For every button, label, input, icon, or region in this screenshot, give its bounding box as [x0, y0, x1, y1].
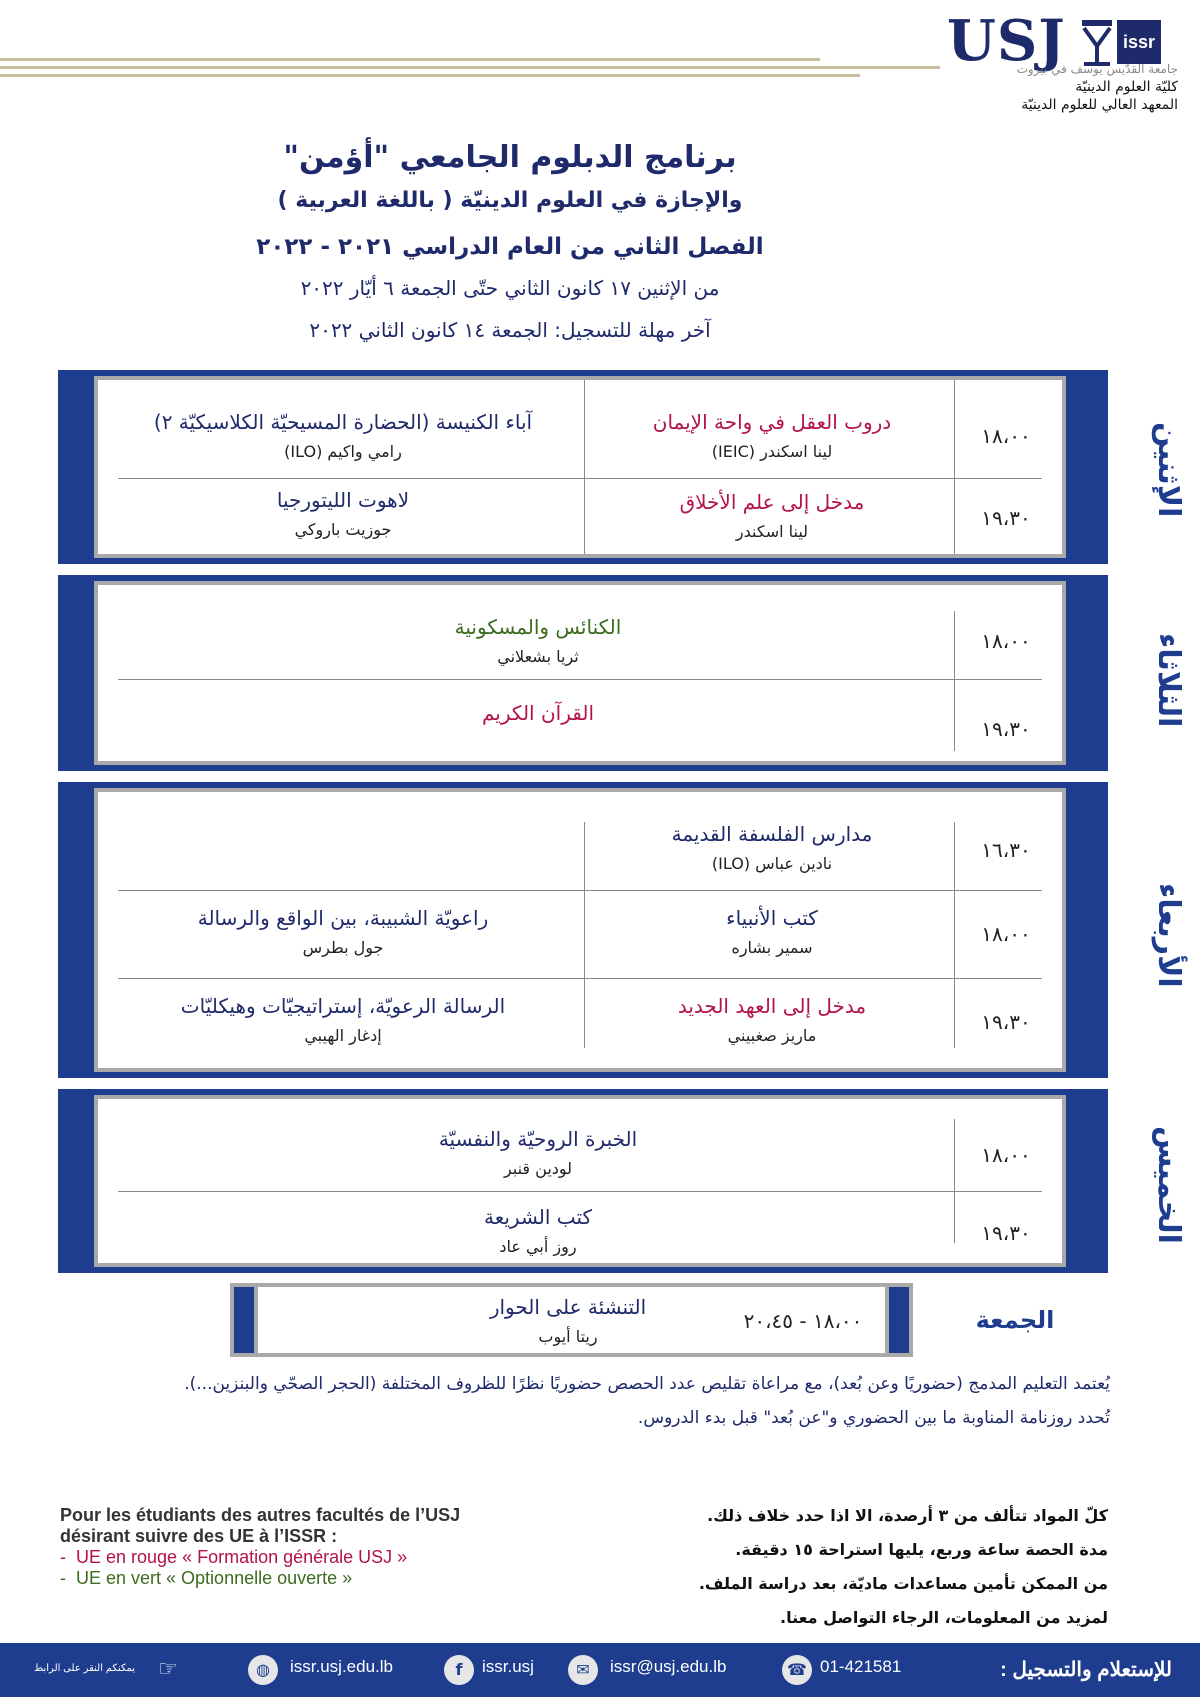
course-cell: مدارس الفلسفة القديمة نادين عباس (ILO) [671, 822, 873, 873]
course-cell: مدخل إلى علم الأخلاق لينا اسكندر [679, 490, 865, 541]
course-cell: كتب الأنبياء سمير بشاره [726, 906, 818, 957]
time-slot: ١٩،٣٠ [981, 717, 1031, 741]
course-cell: لاهوت الليتورجيا جوزيت باروكي [276, 488, 410, 539]
time-slot: ١٩،٣٠ [981, 1221, 1031, 1245]
time-slot: ١٩،٣٠ [981, 506, 1031, 530]
phone-icon: ☎ [782, 1655, 812, 1685]
wednesday-schedule [58, 782, 1108, 1078]
time-slot: ١٨،٠٠ - ٢٠،٤٥ [743, 1309, 863, 1333]
registration-deadline: آخر مهلة للتسجيل: الجمعة ١٤ كانون الثاني ٢٠٢٢ [309, 318, 711, 342]
decorative-line [0, 74, 860, 77]
usj-emblem-icon [1082, 20, 1112, 68]
semester-title: الفصل الثاني من العام الدراسي ٢٠٢١ - ٢٠٢٢ [256, 234, 764, 260]
course-cell: القرآن الكريم [481, 701, 594, 725]
course-cell: راعويّة الشبيبة، بين الواقع والرسالة جول بطرس [197, 906, 489, 957]
day-label-monday: الإثنين [1151, 422, 1186, 518]
time-slot: ١٩،٣٠ [981, 1010, 1031, 1034]
time-slot: ١٨،٠٠ [981, 922, 1031, 946]
info-rule: مدة الحصة ساعة وربع، يليها استراحة ١٥ دقيقة. [735, 1540, 1108, 1559]
legend-red: UE en rouge « Formation générale USJ » [76, 1547, 408, 1567]
course-cell: دروب العقل في واحة الإيمان لينا اسكندر (IEIC) [652, 410, 892, 461]
day-label-friday: الجمعة [975, 1306, 1055, 1334]
institute-name: المعهد العالي للعلوم الدينيّة [1021, 97, 1178, 113]
day-label-wednesday: الأربعاء [1151, 882, 1186, 988]
decorative-line [0, 58, 820, 61]
usj-logo-text: USJ [947, 8, 1066, 74]
rotation-calendar-note: تُحدد روزنامة المناوبة ما بين الحضوري و"عن بُعد" قبل بدء الدروس. [637, 1408, 1110, 1428]
phone-number[interactable]: 01-421581 [820, 1657, 902, 1676]
french-note-line2: désirant suivre des UE à l’ISSR : [60, 1526, 338, 1546]
globe-icon: ◍ [248, 1655, 278, 1685]
decorative-line [0, 66, 940, 69]
info-rule: من الممكن تأمين مساعدات ماديّة، بعد دراسة الملف. [698, 1574, 1108, 1593]
facebook-link[interactable]: issr.usj [482, 1657, 534, 1676]
day-label-tuesday: الثلاثاء [1151, 632, 1186, 728]
faculty-name: كليّة العلوم الدينيّة [1075, 79, 1178, 95]
monday-schedule [58, 370, 1108, 564]
tuesday-schedule [58, 575, 1108, 771]
program-title: برنامج الدبلوم الجامعي "أؤمن" [283, 140, 737, 175]
course-cell: كتب الشريعة روز أبي عاد [483, 1205, 593, 1256]
info-rule: لمزيد من المعلومات، الرجاء التواصل معنا. [780, 1608, 1108, 1627]
course-cell: آباء الكنيسة (الحضارة المسيحيّة الكلاسيكيّة ٢) رامي واكيم (ILO) [153, 410, 533, 461]
day-label-thursday: الخميس [1151, 1126, 1186, 1244]
issr-logo-text: issr [1117, 20, 1161, 64]
course-cell: التنشئة على الحوار ريتا أيوب [489, 1295, 647, 1346]
course-cell: مدخل إلى العهد الجديد ماريز صغبيني [677, 994, 867, 1045]
semester-dates: من الإثنين ١٧ كانون الثاني حتّى الجمعة ٦ أيّار ٢٠٢٢ [300, 276, 720, 300]
program-subtitle: والإجازة في العلوم الدينيّة ( باللغة العربية ) [277, 188, 743, 213]
contact-label: للإستعلام والتسجيل : [1000, 1659, 1172, 1681]
thursday-schedule [58, 1089, 1108, 1273]
friday-schedule [230, 1283, 913, 1357]
email-icon: ✉ [568, 1655, 598, 1685]
course-cell: الخبرة الروحيّة والنفسيّة لودين قنبر [438, 1127, 638, 1178]
email-link[interactable]: issr@usj.edu.lb [610, 1657, 727, 1676]
time-slot: ١٨،٠٠ [981, 424, 1031, 448]
time-slot: ١٨،٠٠ [981, 629, 1031, 653]
facebook-icon: f [444, 1655, 474, 1685]
website-link[interactable]: issr.usj.edu.lb [290, 1657, 393, 1676]
info-rule: كلّ المواد تتألف من ٣ أرصدة، الا اذا حدد خلاف ذلك. [707, 1506, 1108, 1525]
hand-pointer-icon: ☞ [158, 1657, 178, 1682]
french-note-line1: Pour les étudiants des autres facultés de l’USJ [60, 1505, 461, 1525]
time-slot: ١٦،٣٠ [981, 838, 1031, 862]
time-slot: ١٨،٠٠ [981, 1143, 1031, 1167]
contact-footer [0, 1643, 1200, 1697]
university-name: جامعة القدّيس يوسف في بيروت [1016, 62, 1178, 76]
legend-green: UE en vert « Optionnelle ouverte » [76, 1568, 353, 1588]
course-cell: الرسالة الرعويّة، إستراتيجيّات وهيكليّات إدغار الهيبي [180, 994, 506, 1045]
blended-learning-note: يُعتمد التعليم المدمج (حضوريًا وعن بُعد)، مع مراعاة تقليص عدد الحصص حضوريًا نظرًا للظروف المختلفة (الحجر الصحّي والبنزين...). [184, 1374, 1110, 1394]
link-hint: يمكنكم النقر على الرابط [34, 1663, 136, 1674]
course-cell: الكنائس والمسكونية ثريا بشعلاني [454, 615, 622, 666]
french-note: Pour les étudiants des autres facultés de l’USJ désirant suivre des UE à l’ISSR : - UE en rouge « Formation générale USJ » - UE en vert « Optionnelle ouverte » [60, 1505, 620, 1589]
